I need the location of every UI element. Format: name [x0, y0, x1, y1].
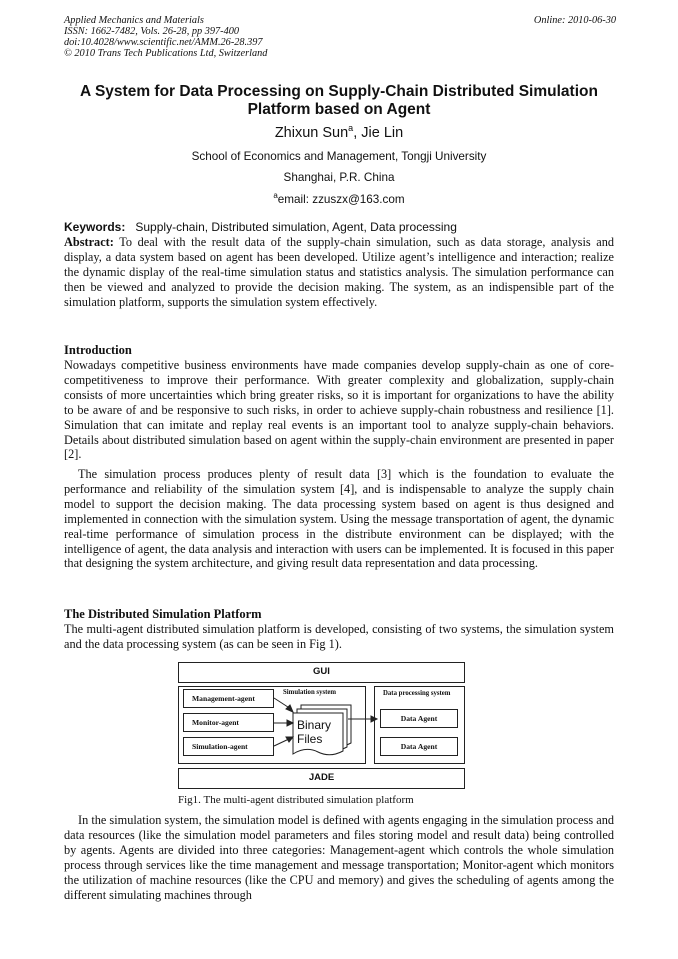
- online-date: Online: 2010-06-30: [533, 15, 616, 26]
- keywords-label: Keywords:: [64, 220, 126, 234]
- email-sup: a: [273, 191, 278, 200]
- section-heading-introduction: Introduction: [64, 343, 132, 357]
- simulation-system-label: Simulation system: [283, 689, 337, 696]
- abstract: [64, 235, 614, 310]
- keywords-text: Supply-chain, Distributed simulation, Agent, Data processing: [135, 220, 457, 234]
- doi: doi:10.4028/www.scientific.net/AMM.26-28.397: [64, 37, 263, 48]
- journal-header: [64, 15, 616, 59]
- binary-files-label-2: Files: [297, 732, 323, 746]
- platform-paragraph-1: The multi-agent distributed simulation platform is developed, consisting of two systems, the simulation system and the data processing system (as can be seen in Fig 1).: [64, 622, 614, 651]
- jade-label: JADE: [308, 772, 335, 783]
- authors: [64, 123, 614, 141]
- keywords: [64, 220, 614, 234]
- data-agent-box-2: [380, 737, 458, 756]
- simulation-agent-label: Simulation-agent: [192, 742, 248, 751]
- monitor-agent-label: Monitor-agent: [192, 718, 239, 727]
- data-agent-label-1: Data Agent: [400, 714, 438, 723]
- management-agent-label: Management-agent: [192, 694, 255, 703]
- author-1: Zhixun Sun: [274, 124, 349, 141]
- intro-paragraph-2: The simulation process produces plenty of result data [3] which is the foundation to evaluate the performance and reliability of the simulation system [4], and is indispensable to analyze the supply chain model to support the decision making. The data processing system based on agent is thus designed and implemented in connection with the simulation system. Using the message transportation of agent, the dynamic real-time performance of simulation process in the distribute environment can be displayed; with the intelligence of agent, the data analysis and interaction with users can be implemented. It is focused in this paper that designing the system architecture, and giving result data representation and data processing.: [64, 467, 614, 571]
- abstract-label: Abstract:: [64, 235, 114, 249]
- copyright: © 2010 Trans Tech Publications Ltd, Switzerland: [64, 48, 268, 59]
- author-1-sup: a: [348, 123, 354, 133]
- post-figure-paragraph: In the simulation system, the simulation model is defined with agents engaging in the simulation process and data resources (like the simulation model parameters and files storing model and result data) being controlled by agents. Agents are divided into three categories: Management-agent which controls the whole simulation process through services like the time management and message transportation; Monitor-agent which monitors the utilization of machine resources (like the CPU and memory) and gives the scheduling of agents among the different simulating machines through: [64, 813, 614, 902]
- affiliation-city: Shanghai, P.R. China: [283, 171, 395, 184]
- journal-name: Applied Mechanics and Materials: [64, 15, 204, 26]
- issn: ISSN: 1662-7482, Vols. 26-28, pp 397-400: [64, 26, 240, 37]
- gui-label: GUI: [313, 666, 330, 677]
- paper-title: A System for Data Processing on Supply-Chain Distributed Simulation Platform based on Agent: [80, 83, 598, 118]
- data-processing-system-label: Data processing system: [383, 690, 451, 697]
- author-sep: ,: [353, 124, 362, 141]
- abstract-text: To deal with the result data of the supply-chain simulation, such as data storage, analysis and display, a data system based on agent has been developed. Utilize agent’s intelligence and interaction; realize the dynamic display of the real-time simulation status and statistics analysis. The simulation performance can then be viewed and analyzed to provide the decision making. The system, as an indispensible part of the simulation platform, supports the simulation system effectively.: [64, 235, 614, 309]
- author-2: Jie Lin: [361, 124, 404, 141]
- figure-1-diagram: [178, 662, 466, 790]
- data-agent-box-1: [380, 709, 458, 728]
- affiliation-email: [64, 191, 614, 206]
- section-heading-platform: The Distributed Simulation Platform: [64, 607, 262, 621]
- binary-files-label-1: Binary: [297, 718, 332, 732]
- intro-paragraph-1: Nowadays competitive business environments have made companies develop supply-chain as one of core-competitiveness to improve their performance. With greater complexity and globalization, supply-chain consists of more uncertainties which bring greater risks, so it is important for organizations to have the ability to be aware of and be responsive to such risks, in order to achieve supply-chain robustness and resilience [1]. Simulation that can imitate and replay real events is an important tool to analyze supply-chain behaviors. Details about distributed simulation based on agent within the supply-chain environment are presented in paper [2].: [64, 358, 614, 462]
- figure-1-caption: Fig1. The multi-agent distributed simulation platform: [178, 794, 414, 806]
- email-text: email: zzuszx@163.com: [277, 192, 405, 206]
- data-agent-label-2: Data Agent: [400, 742, 438, 751]
- affiliation-school: School of Economics and Management, Tongji University: [191, 150, 487, 163]
- jade-box: [178, 768, 465, 789]
